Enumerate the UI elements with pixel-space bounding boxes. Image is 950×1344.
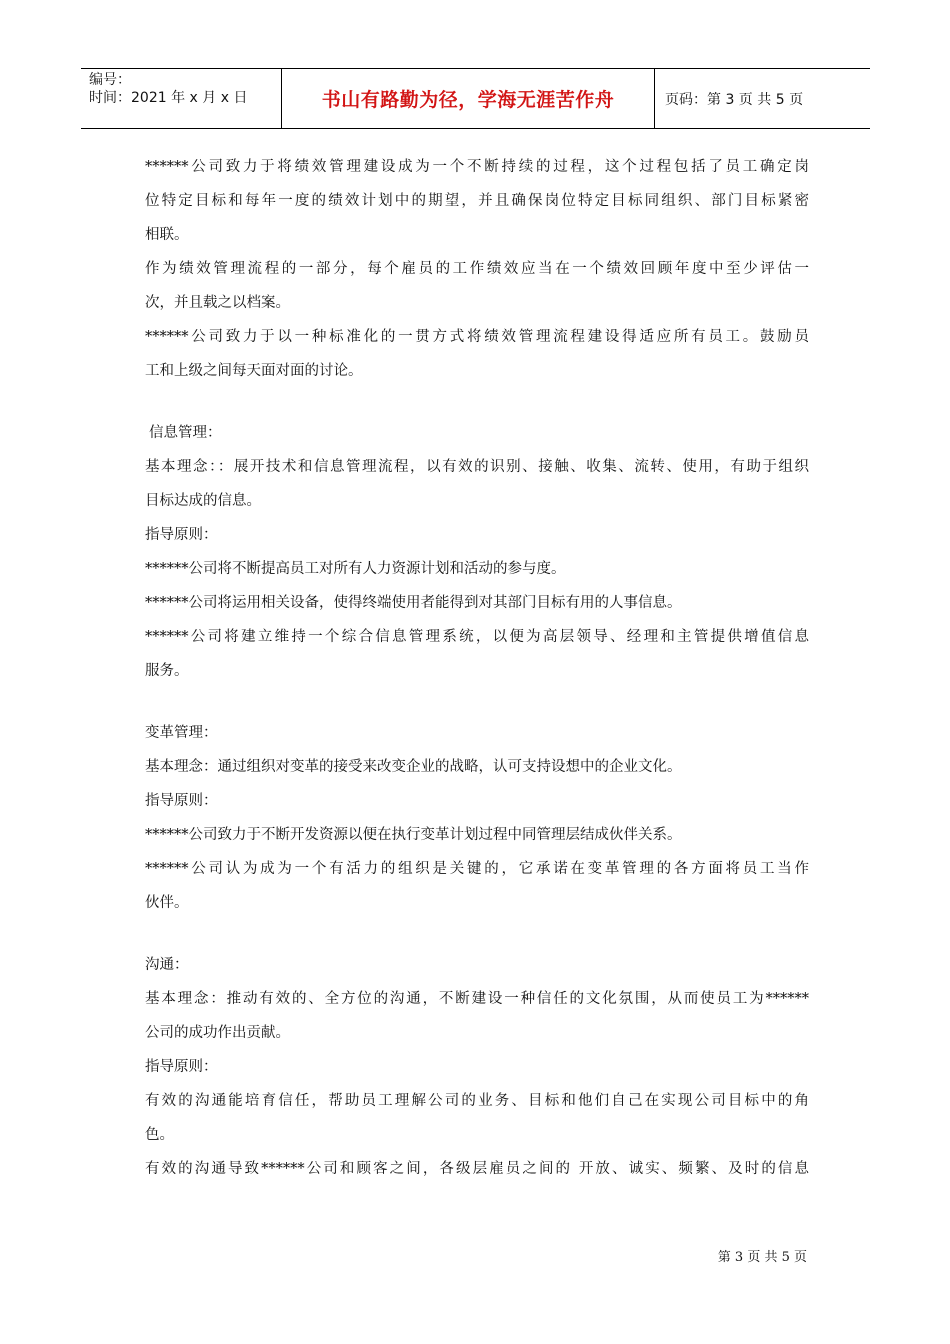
paragraph-line: 有效的沟通能培育信任，帮助员工理解公司的业务、目标和他们自己在实现公司目标中的角 bbox=[145, 1093, 809, 1109]
section-heading-change: 变革管理： bbox=[145, 725, 218, 741]
guide-heading: 指导原则： bbox=[145, 793, 218, 809]
paragraph-line: 基本理念：通过组织对变革的接受来改变企业的战略，认可支持设想中的企业文化。 bbox=[145, 759, 682, 775]
header-meta-cell bbox=[81, 69, 282, 128]
section-heading-info: 信息管理： bbox=[149, 425, 222, 441]
paragraph-line: 伙伴。 bbox=[145, 895, 189, 911]
section-heading-communication: 沟通： bbox=[145, 957, 189, 973]
paragraph-line: ******公司将运用相关设备，使得终端使用者能得到对其部门目标有用的人事信息。 bbox=[145, 595, 682, 611]
document-time: 时间：2021 年 x 月 x 日 bbox=[89, 90, 248, 106]
paragraph-line: 服务。 bbox=[145, 663, 189, 679]
header-page-number: 页码：第 3 页 共 5 页 bbox=[665, 91, 804, 108]
paragraph-line: 基本理念：：展开技术和信息管理流程，以有效的识别、接触、收集、流转、使用，有助于组织 bbox=[145, 459, 809, 475]
paragraph-line: 次，并且载之以档案。 bbox=[145, 295, 290, 311]
paragraph-line: 位特定目标和每年一度的绩效计划中的期望，并且确保岗位特定目标同组织、部门目标紧密 bbox=[145, 193, 809, 209]
paragraph-line: ******公司致力于将绩效管理建设成为一个不断持续的过程，这个过程包括了员工确定岗 bbox=[145, 159, 809, 175]
paragraph-line: ******公司认为成为一个有活力的组织是关键的，它承诺在变革管理的各方面将员工当作 bbox=[145, 861, 809, 877]
header-motto: 书山有路勤为径，学海无涯苦作舟 bbox=[282, 69, 655, 128]
guide-heading: 指导原则： bbox=[145, 527, 218, 543]
paragraph-line: 有效的沟通导致******公司和顾客之间，各级层雇员之间的 开放、诚实、频繁、及时的信息 bbox=[145, 1161, 809, 1177]
paragraph-line: ******公司致力于以一种标准化的一贯方式将绩效管理流程建设得适应所有员工。鼓励员 bbox=[145, 329, 809, 345]
paragraph-line: ******公司致力于不断开发资源以便在执行变革计划过程中同管理层结成伙伴关系。 bbox=[145, 827, 682, 843]
paragraph-line: ******公司将不断提高员工对所有人力资源计划和活动的参与度。 bbox=[145, 561, 566, 577]
paragraph-line: 目标达成的信息。 bbox=[145, 493, 261, 509]
document-body bbox=[145, 150, 809, 1186]
paragraph-line: ******公司将建立维持一个综合信息管理系统，以便为高层领导、经理和主管提供增值信息 bbox=[145, 629, 809, 645]
footer-page-number: 第 3 页 共 5 页 bbox=[717, 1250, 807, 1265]
paragraph-line: 作为绩效管理流程的一部分，每个雇员的工作绩效应当在一个绩效回顾年度中至少评估一 bbox=[145, 261, 809, 277]
paragraph-line: 相联。 bbox=[145, 227, 189, 243]
paragraph-line: 公司的成功作出贡献。 bbox=[145, 1025, 290, 1041]
document-number: 编号： bbox=[89, 72, 131, 88]
paragraph-line: 基本理念：推动有效的、全方位的沟通，不断建设一种信任的文化氛围，从而使员工为****** bbox=[145, 991, 809, 1007]
guide-heading: 指导原则： bbox=[145, 1059, 218, 1075]
page-header bbox=[81, 68, 870, 129]
paragraph-line: 色。 bbox=[145, 1127, 174, 1143]
paragraph-line: 工和上级之间每天面对面的讨论。 bbox=[145, 363, 363, 379]
